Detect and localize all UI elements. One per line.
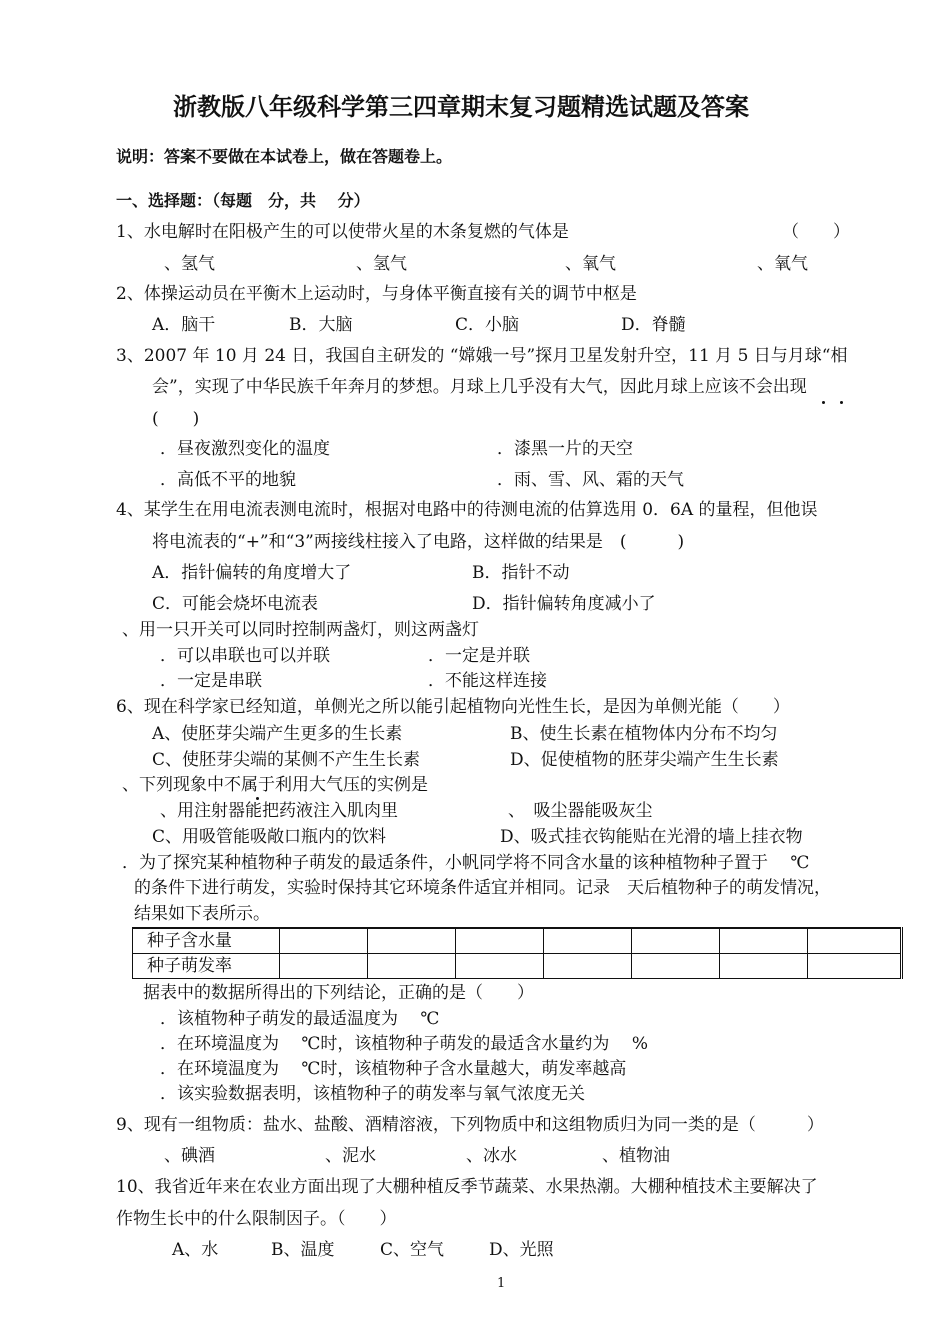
question-3-option: ．高低不平的地貌	[160, 470, 296, 490]
question-2-option: C．小脑	[455, 315, 520, 335]
question-6-stem: 6、现在科学家已经知道，单侧光之所以能引起植物向光性生长，是因为单侧光能（ ）	[116, 697, 790, 717]
question-2-option: A．脑干	[152, 315, 216, 335]
question-9-option: 、植物油	[602, 1146, 670, 1166]
question-10-line: 10、我省近年来在农业方面出现了大棚种植反季节蔬菜、水果热潮。大棚种植技术主要解决了	[116, 1177, 818, 1197]
question-6-option: D、促使植物的胚芽尖端产生生长素	[510, 750, 779, 770]
question-7-option: C、用吸管能吸敞口瓶内的饮料	[152, 827, 387, 847]
question-8-option: ．在环境温度为 ℃时，该植物种子含水量越大，萌发率越高	[160, 1059, 627, 1079]
question-10-option: B、温度	[271, 1240, 335, 1260]
table-cell	[632, 954, 720, 979]
question-5-stem: 、用一只开关可以同时控制两盏灯，则这两盏灯	[122, 620, 479, 640]
question-9-stem: 9、现有一组物质：盐水、盐酸、酒精溶液，下列物质中和这组物质归为同一类的是（ ）	[116, 1115, 824, 1135]
question-4-option: D．指针偏转角度减小了	[472, 594, 656, 614]
table-cell	[544, 928, 632, 954]
question-1-option: 、氧气	[565, 254, 616, 274]
emphasis-dot	[840, 401, 843, 404]
question-4-option: A．指针偏转的角度增大了	[152, 563, 352, 583]
question-8-option: ．该实验数据表明，该植物种子的萌发率与氧气浓度无关	[160, 1084, 585, 1104]
table-cell	[280, 928, 368, 954]
question-8-option: ．在环境温度为 ℃时，该植物种子萌发的最适含水量约为 %	[160, 1034, 648, 1054]
question-5-option: ．一定是并联	[428, 646, 530, 666]
table-cell	[456, 928, 544, 954]
question-8-ask: 据表中的数据所得出的下列结论，正确的是（ ）	[143, 983, 534, 1003]
question-4-line: 4、某学生在用电流表测电流时，根据对电路中的待测电流的估算选用 0．6A 的量程，但他误	[116, 500, 818, 520]
question-3-option: ．雨、雪、风、霜的天气	[497, 470, 684, 490]
question-5-option: ．可以串联也可以并联	[160, 646, 330, 666]
question-3-line: 会”，实现了中华民族千年奔月的梦想。月球上几乎没有大气，因此月球上应该不会出现	[152, 377, 807, 397]
question-2-option: D．脊髓	[621, 315, 686, 335]
table-cell	[632, 928, 720, 954]
question-4-option: B．指针不动	[472, 563, 570, 583]
question-8-option: ．该植物种子萌发的最适温度为 ℃	[160, 1009, 440, 1029]
question-3-option: ．漆黑一片的天空	[497, 439, 633, 459]
question-7-option: 、 吸尘器能吸灰尘	[508, 801, 653, 821]
table-cell	[368, 928, 456, 954]
page-title: 浙教版八年级科学第三四章期末复习题精选试题及答案	[173, 93, 749, 121]
question-8-line: 的条件下进行萌发，实验时保持其它环境条件适宜并相同。记录 天后植物种子的萌发情况，	[134, 878, 831, 898]
question-3-option: ．昼夜激烈变化的温度	[160, 439, 330, 459]
question-7-option: D、吸式挂衣钩能贴在光滑的墙上挂衣物	[500, 827, 803, 847]
question-8-line: ．为了探究某种植物种子萌发的最适条件，小帆同学将不同含水量的该种植物种子置于 ℃	[122, 853, 810, 873]
question-6-option: C、使胚芽尖端的某侧不产生生长素	[152, 750, 421, 770]
emphasis-dot	[822, 401, 825, 404]
table-cell	[368, 954, 456, 979]
question-7-option: 、用注射器能把药液注入肌肉里	[160, 801, 398, 821]
question-3-line: 3、2007 年 10 月 24 日，我国自主研发的 “嫦娥一号”探月卫星发射升空，11 月 5 日与月球“相	[116, 346, 848, 366]
question-9-option: 、泥水	[325, 1146, 376, 1166]
page-number: 1	[497, 1276, 506, 1291]
question-10-option: A、水	[172, 1240, 219, 1260]
question-1-stem: 1、水电解时在阳极产生的可以使带火星的木条复燃的气体是	[116, 222, 569, 242]
question-6-option: A、使胚芽尖端产生更多的生长素	[152, 724, 403, 744]
table-cell	[456, 954, 544, 979]
question-2-option: B．大脑	[289, 315, 353, 335]
instructions-note: 说明：答案不要做在本试卷上，做在答题卷上。	[116, 147, 453, 166]
question-1-option: 、氢气	[356, 254, 407, 274]
question-2-stem: 2、体操运动员在平衡木上运动时，与身体平衡直接有关的调节中枢是	[116, 284, 637, 304]
question-10-option: C、空气	[380, 1240, 445, 1260]
question-4-option: C．可能会烧坏电流表	[152, 594, 319, 614]
table-cell	[808, 954, 902, 979]
table-cell	[720, 954, 808, 979]
question-7-stem: 、下列现象中不属于利用大气压的实例是	[122, 775, 428, 795]
table-row	[133, 954, 902, 979]
question-10-option: D、光照	[489, 1240, 554, 1260]
question-9-option: 、冰水	[466, 1146, 517, 1166]
table-row-label: 种子萌发率	[133, 954, 280, 979]
question-5-option: ．一定是串联	[160, 671, 262, 691]
question-9-option: 、碘酒	[164, 1146, 215, 1166]
question-10-line: 作物生长中的什么限制因子。（ ）	[116, 1209, 397, 1229]
question-6-option: B、使生长素在植物体内分布不均匀	[510, 724, 778, 744]
question-1-answer-paren: （ ）	[782, 222, 850, 242]
table-row-label: 种子含水量	[133, 928, 280, 954]
question-1-option: 、氢气	[164, 254, 215, 274]
seed-germination-table	[132, 927, 903, 979]
table-row	[133, 928, 902, 954]
question-8-line: 结果如下表所示。	[134, 904, 270, 924]
table-cell	[808, 928, 902, 954]
question-4-line: 将电流表的“+”和“3”两接线柱接入了电路，这样做的结果是 ( )	[152, 532, 685, 552]
table-cell	[544, 954, 632, 979]
section-heading: 一、选择题：（每题 分，共 分）	[116, 191, 370, 210]
table-cell	[720, 928, 808, 954]
question-5-option: ．不能这样连接	[428, 671, 547, 691]
question-3-line: ( )	[152, 409, 200, 429]
table-cell	[280, 954, 368, 979]
question-1-option: 、氧气	[757, 254, 808, 274]
